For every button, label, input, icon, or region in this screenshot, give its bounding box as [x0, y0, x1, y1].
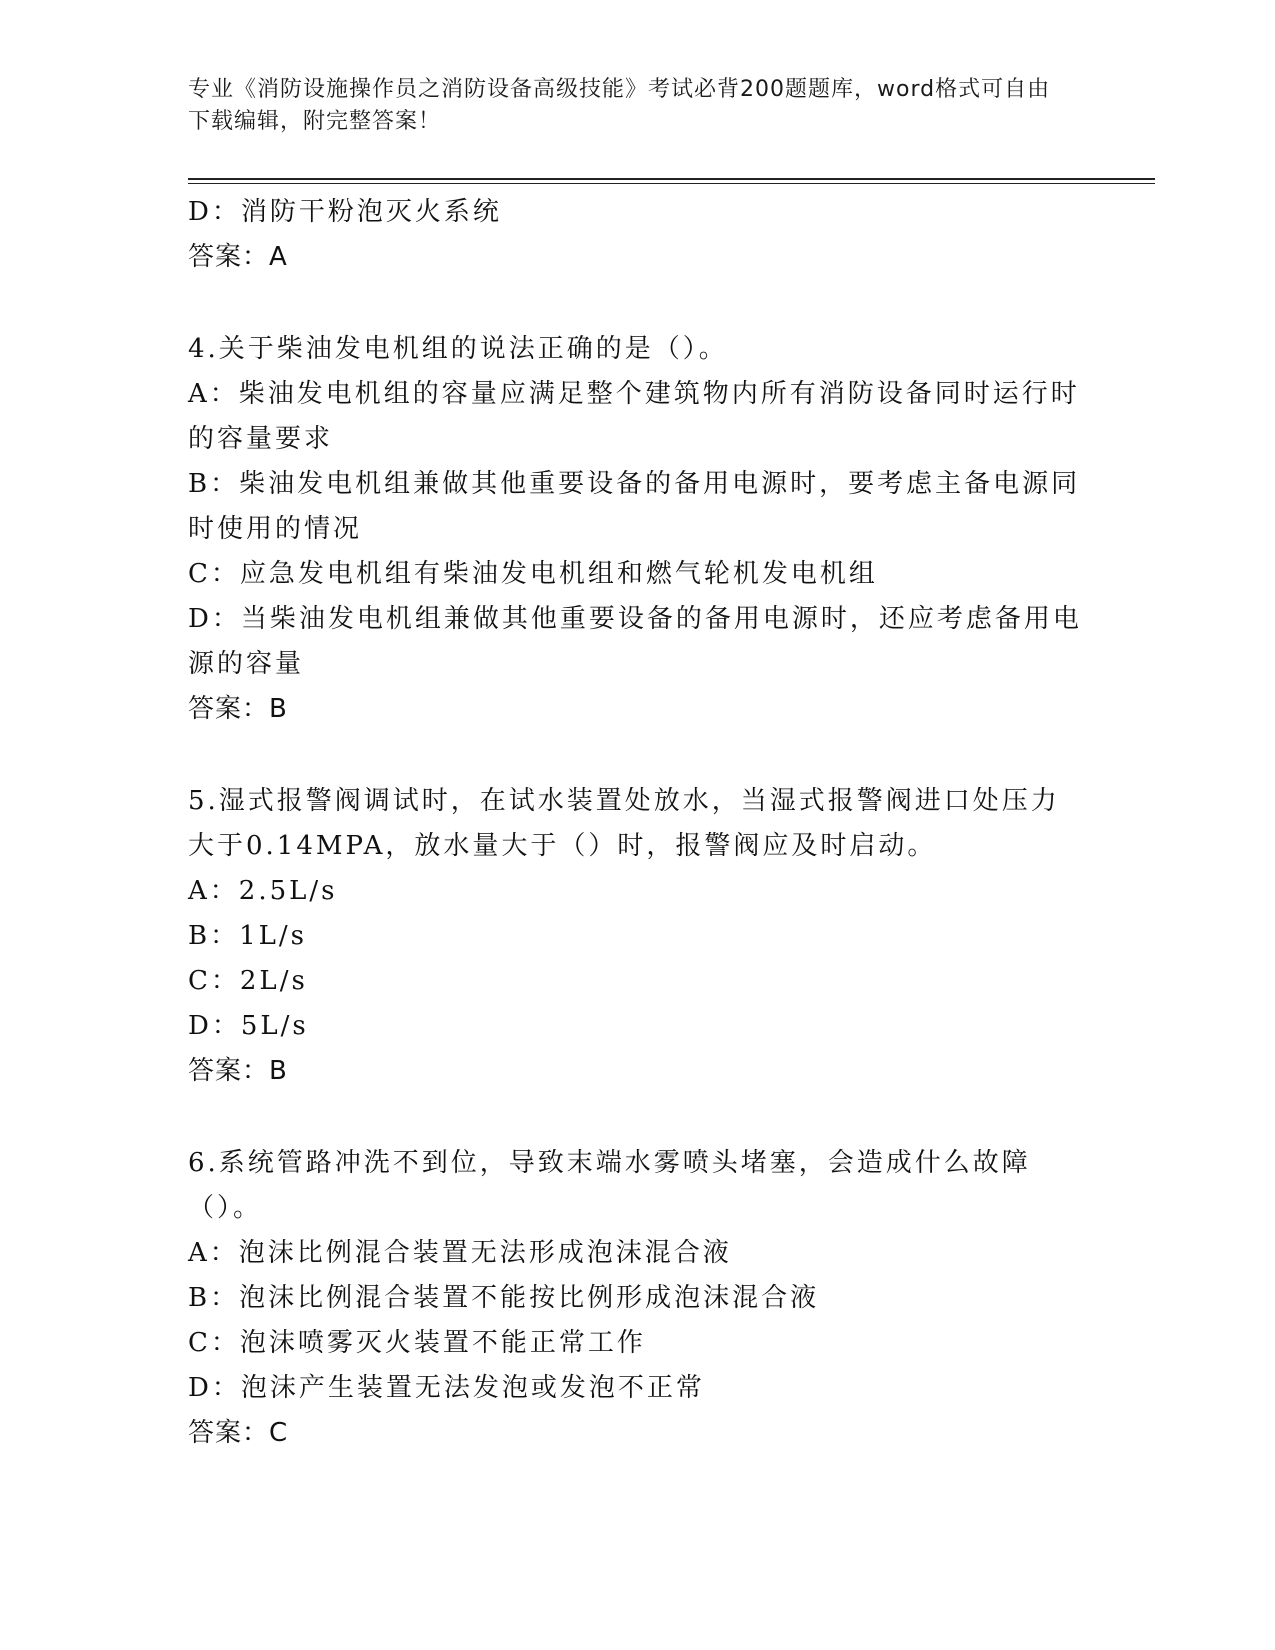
q4-stem: 4.关于柴油发电机组的说法正确的是（）。	[188, 334, 728, 364]
q4-option-b: B：柴油发电机组兼做其他重要设备的备用电源时，要考虑主备电源同时使用的情况	[188, 469, 1081, 544]
q4-option-c: C：应急发电机组有柴油发电机组和燃气轮机发电机组	[188, 559, 878, 589]
q6-option-d: D：泡沫产生装置无法发泡或发泡不正常	[188, 1373, 705, 1403]
q4-option-a: A：柴油发电机组的容量应满足整个建筑物内所有消防设备同时运行时的容量要求	[188, 379, 1080, 454]
question-3-tail	[188, 190, 1088, 280]
q6-option-a: A：泡沫比例混合装置无法形成泡沫混合液	[188, 1238, 732, 1268]
q3-answer: 答案：A	[188, 242, 288, 272]
spacer	[188, 732, 1088, 779]
spacer	[188, 1094, 1088, 1141]
spacer	[188, 280, 1088, 327]
q5-option-c: C：2L/s	[188, 966, 308, 996]
q5-stem: 5.湿式报警阀调试时，在试水装置处放水，当湿式报警阀进口处压力大于0.14MPA，放水量大于（）时，报警阀应及时启动。	[188, 786, 1060, 861]
question-5	[188, 779, 1088, 1094]
q4-answer: 答案：B	[188, 694, 288, 724]
q6-option-b: B：泡沫比例混合装置不能按比例形成泡沫混合液	[188, 1283, 820, 1313]
question-4	[188, 327, 1088, 732]
question-6	[188, 1141, 1088, 1456]
q5-answer: 答案：B	[188, 1056, 288, 1086]
q5-option-d: D：5L/s	[188, 1011, 309, 1041]
q4-option-d: D：当柴油发电机组兼做其他重要设备的备用电源时，还应考虑备用电源的容量	[188, 604, 1082, 679]
q6-option-c: C：泡沫喷雾灭火装置不能正常工作	[188, 1328, 646, 1358]
q3-option-d: D：消防干粉泡灭火系统	[188, 197, 502, 227]
q5-option-a: A：2.5L/s	[188, 876, 338, 906]
page-header: 专业《消防设施操作员之消防设备高级技能》考试必背200题题库，word格式可自由下载编辑，附完整答案！	[188, 77, 1051, 134]
q6-answer: 答案：C	[188, 1418, 289, 1448]
question-list	[188, 190, 1088, 1456]
q6-stem: 6.系统管路冲洗不到位，导致末端水雾喷头堵塞，会造成什么故障（）。	[188, 1148, 1031, 1223]
q5-option-b: B：1L/s	[188, 921, 308, 951]
header-divider-thin	[188, 183, 1155, 184]
header-divider-thick	[188, 178, 1155, 180]
